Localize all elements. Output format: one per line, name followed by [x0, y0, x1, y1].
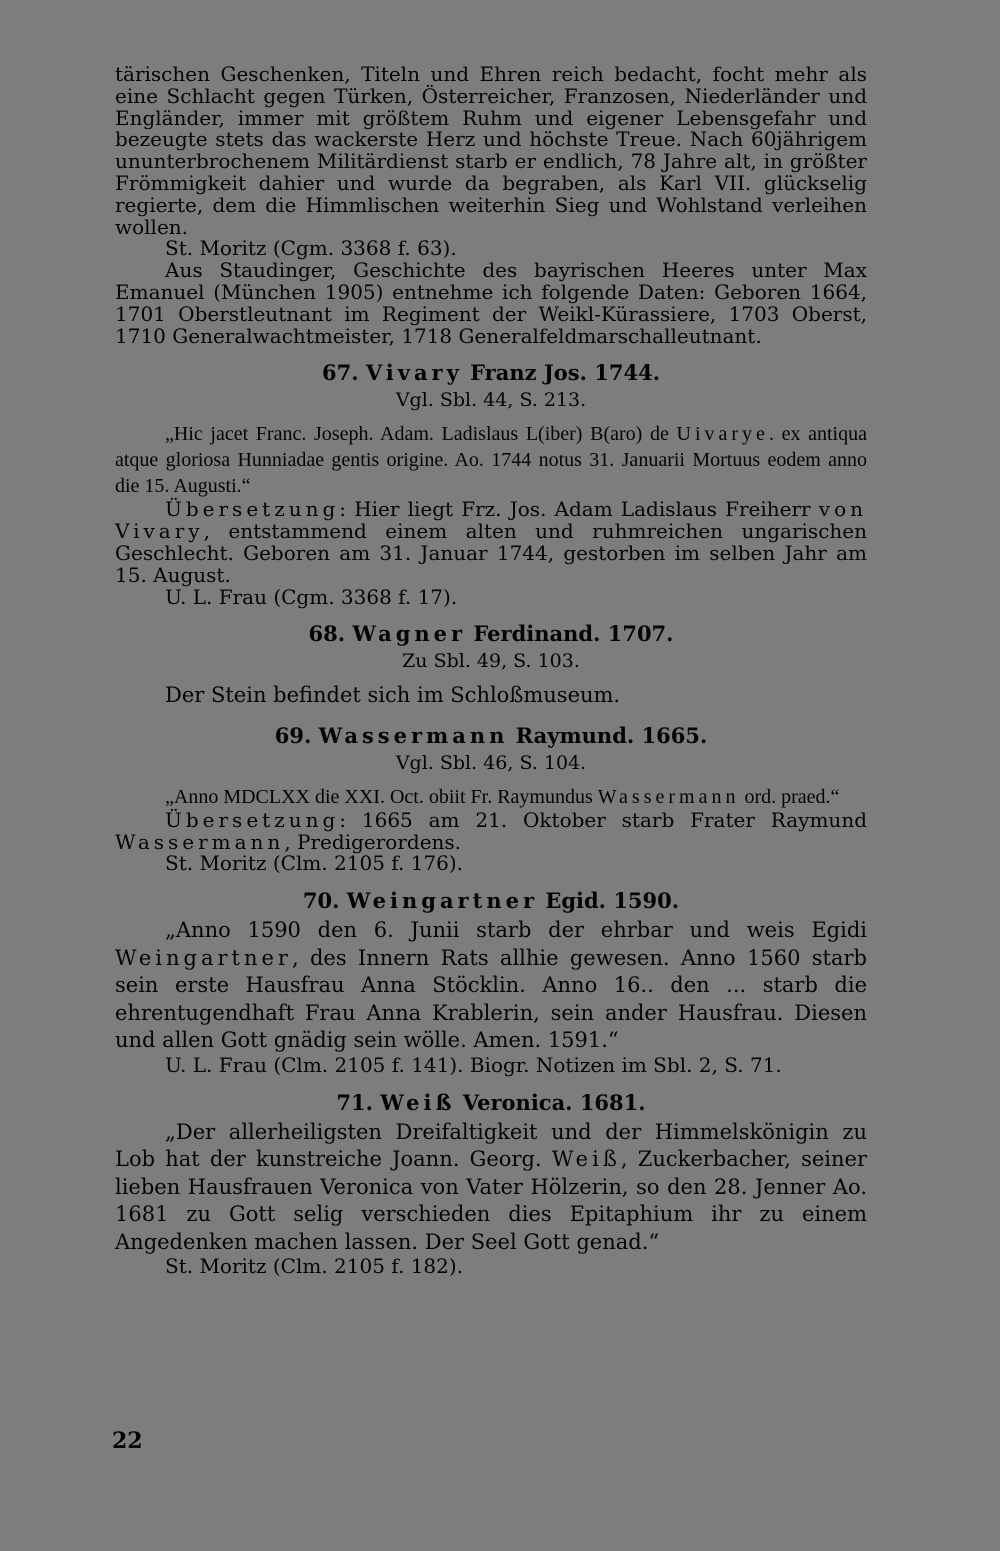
- entry-given-name: Ferdinand.: [473, 621, 601, 647]
- entry-given-name: Veronica.: [462, 1089, 573, 1115]
- entry-surname: Vivary: [365, 360, 463, 386]
- entry-number: 68.: [308, 621, 346, 647]
- page-body: [115, 64, 867, 1278]
- entry-year: 1681.: [579, 1089, 646, 1115]
- entry-text: [115, 1119, 867, 1257]
- entry-given-name: Franz Jos.: [470, 360, 587, 386]
- translation-text-rest: , entstammend einem alten und ruhmreichen ungarischen Geschlecht. Geboren am 31. Januar 1744, gestorben im selben Jahr am 15. August.: [115, 519, 867, 587]
- entry-source: St. Moritz (Clm. 2105 f. 182).: [165, 1254, 464, 1279]
- entry-67: [115, 361, 867, 608]
- translation-text: : Hier liegt Frz. Jos. Adam Ladislaus Freiherr: [339, 497, 819, 522]
- page-number: 22: [112, 1428, 143, 1454]
- entry-text-start: „Der allerheiligsten Dreifaltigkeit und der Himmelskönigin zu Lob hat der kunstreiche Joann. Georg.: [115, 1119, 867, 1172]
- intro-paragraph-staudinger: Aus Staudinger, Geschichte des bayrischen Heeres unter Max Emanuel (München 1905) entnehme ich folgende Daten: Geboren 1664, 1701 Oberstleutnant im Regiment der Weikl-Kürassiere, 1703 Oberst, 1710 Generalwachtmeister, 1718 Generalfeldmarschalleutnant.: [115, 258, 867, 348]
- entry-text-name: Weingartner: [115, 945, 292, 970]
- entry-source: St. Moritz (Clm. 2105 f. 176).: [165, 851, 464, 876]
- translation-text-rest: , Predigerordens.: [284, 829, 462, 854]
- entry-surname: Weingartner: [346, 888, 539, 914]
- entry-71: [115, 1091, 867, 1278]
- translation-label: Übersetzung: [165, 497, 340, 522]
- entry-heading: [115, 889, 867, 913]
- entry-text-rest: , Zuckerbacher, seiner lieben Hausfrauen Veronica von Vater Hölzerin, so den 28. Jenner Ao. 1681 zu Gott selig verschieden dies Epitaphium ihr zu einem Angedenken machen lassen. Der Seel Gott genad.“: [115, 1147, 867, 1254]
- entry-heading: [115, 1091, 867, 1115]
- entry-text-rest: , des Innern Rats allhie gewesen. Anno 1560 starb sein erste Hausfrau Anna Stöcklin. Anno 16.. den ... starb die ehrentugendhaft Frau Anna Krablerin, sein ander Hausfrau. Diesen und allen Gott gnädig sein wölle. Amen. 1591.“: [115, 945, 867, 1053]
- entry-number: 67.: [321, 360, 359, 386]
- entry-given-name: Egid.: [545, 888, 606, 914]
- latin-text: „Hic jacet Franc. Joseph. Adam. Ladislaus L(iber) B(aro) de: [165, 423, 677, 446]
- intro-source: St. Moritz (Cgm. 3368 f. 63).: [165, 236, 457, 261]
- latin-text: „Anno MDCLXX die XXI. Oct. obiit Fr. Raymundus: [165, 785, 598, 808]
- translation: [115, 499, 867, 586]
- entry-text-start: „Anno 1590 den 6. Junii starb der ehrbar und weis Egidi: [165, 918, 867, 943]
- entry-year: 1590.: [613, 888, 680, 914]
- intro-paragraph: tärischen Geschenken, Titeln und Ehren reich bedacht, focht mehr als eine Schlacht gegen Türken, Österreicher, Franzosen, Niederländer und Engländer, immer mit größtem Ruhm und eigener Lebensgefahr und bezeugte stets das wackerste Herz und höchste Treue. Nach 60jährigem ununterbrochenem Militärdienst starb er endlich, 78 Jahre alt, in größter Frömmigkeit dahier und wurde da begraben, als Karl VII. glückselig regierte, dem die Himmlischen weiterhin Sieg und Wohlstand verleihen wollen.: [115, 62, 867, 239]
- entry-68: [115, 622, 867, 710]
- entry-text: [115, 917, 867, 1055]
- latin-text-rest: ord. praed.“: [739, 785, 840, 808]
- entry-given-name: Raymund.: [515, 722, 635, 748]
- entry-source: U. L. Frau (Cgm. 3368 f. 17).: [165, 584, 458, 609]
- latin-name: Wassermann: [597, 785, 740, 808]
- entry-source: U. L. Frau (Clm. 2105 f. 141). Biogr. Notizen im Sbl. 2, S. 71.: [165, 1052, 782, 1077]
- entry-heading: [115, 361, 867, 385]
- latin-name: Uivarye: [676, 423, 769, 446]
- translation-name: von Vivary: [115, 497, 867, 544]
- entry-year: 1665.: [641, 722, 708, 748]
- entry-69: [115, 724, 867, 875]
- translation: [115, 807, 867, 854]
- entry-text-name: Weiß: [551, 1147, 621, 1172]
- entry-text: Der Stein befindet sich im Schloßmuseum.: [165, 683, 621, 708]
- entry-number: 70.: [302, 888, 340, 914]
- latin-inscription: [115, 784, 867, 810]
- entry-number: 69.: [274, 722, 312, 748]
- entry-surname: Wassermann: [318, 722, 509, 748]
- entry-surname: Weiß: [380, 1089, 456, 1115]
- translation-label: Übersetzung: [165, 807, 340, 832]
- entry-reference: Vgl. Sbl. 44, S. 213.: [395, 389, 587, 412]
- entry-number: 71.: [336, 1089, 373, 1115]
- entry-year: 1707.: [607, 621, 674, 647]
- latin-text-rest: . ex antiqua atque gloriosa Hunniadae gentis origine. Ao. 1744 notus 31. Januarii Mortuus eodem anno die 15. Augusti.“: [115, 423, 867, 498]
- entry-70: [115, 889, 867, 1076]
- entry-year: 1744.: [594, 360, 661, 386]
- entry-reference: Vgl. Sbl. 46, S. 104.: [395, 751, 587, 774]
- translation-name: Wassermann: [115, 829, 285, 854]
- latin-inscription: [115, 421, 867, 499]
- entry-surname: Wagner: [352, 621, 467, 647]
- entry-heading: [115, 724, 867, 748]
- translation-text: : 1665 am 21. Oktober starb Frater Raymund: [339, 807, 867, 832]
- entry-reference: Zu Sbl. 49, S. 103.: [402, 650, 580, 673]
- entry-heading: [115, 622, 867, 646]
